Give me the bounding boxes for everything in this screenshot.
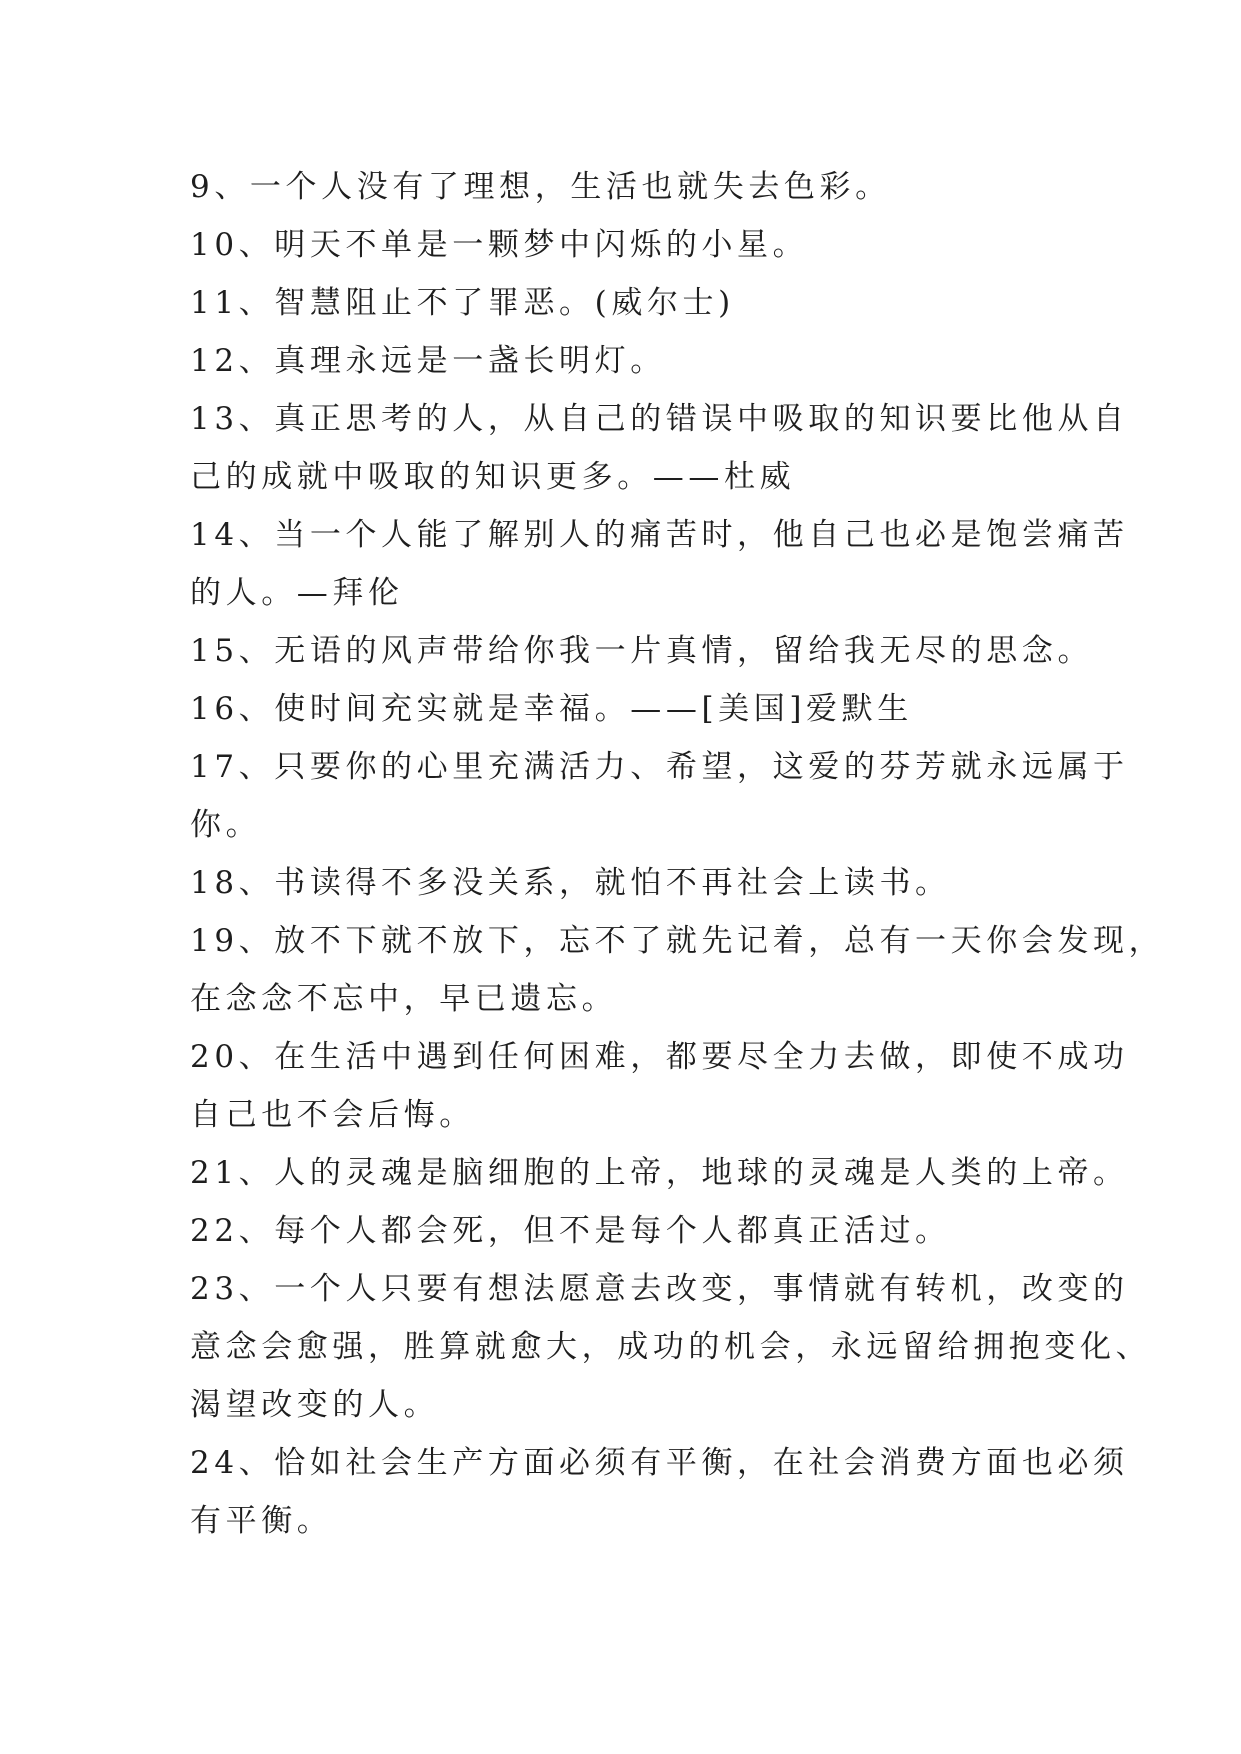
text-line: 意念会愈强，胜算就愈大，成功的机会，永远留给拥抱变化、 [190, 1329, 1152, 1365]
text-line: 17、只要你的心里充满活力、希望，这爱的芬芳就永远属于 [190, 749, 1129, 785]
text-line: 15、无语的风声带给你我一片真情，留给我无尽的思念。 [190, 633, 1094, 669]
text-line: 21、人的灵魂是脑细胞的上帝，地球的灵魂是人类的上帝。 [190, 1155, 1129, 1191]
text-line: 23、一个人只要有想法愿意去改变，事情就有转机，改变的 [190, 1271, 1129, 1307]
text-line: 20、在生活中遇到任何困难，都要尽全力去做，即使不成功 [190, 1039, 1129, 1075]
document-body [190, 158, 1165, 1550]
text-line: 有平衡。 [190, 1503, 333, 1539]
text-line: 14、当一个人能了解别人的痛苦时，他自己也必是饱尝痛苦 [190, 517, 1129, 553]
text-line: 16、使时间充实就是幸福。——[美国]爱默生 [190, 691, 913, 727]
text-line: 13、真正思考的人，从自己的错误中吸取的知识要比他从自 [190, 401, 1129, 437]
text-line: 12、真理永远是一盏长明灯。 [190, 343, 666, 379]
text-line: 的人。—拜伦 [190, 575, 404, 611]
text-line: 你。 [190, 807, 262, 843]
text-line: 己的成就中吸取的知识更多。——杜威 [190, 459, 796, 495]
text-line: 10、明天不单是一颗梦中闪烁的小星。 [190, 227, 809, 263]
text-line: 渴望改变的人。 [190, 1387, 440, 1423]
text-line: 19、放不下就不放下，忘不了就先记着，总有一天你会发现， [190, 923, 1165, 959]
text-line: 在念念不忘中，早已遗忘。 [190, 981, 618, 1017]
text-line: 18、书读得不多没关系，就怕不再社会上读书。 [190, 865, 951, 901]
text-line: 自己也不会后悔。 [190, 1097, 475, 1133]
text-line: 22、每个人都会死，但不是每个人都真正活过。 [190, 1213, 951, 1249]
text-line: 11、智慧阻止不了罪恶。(威尔士) [190, 285, 735, 321]
text-line: 24、恰如社会生产方面必须有平衡，在社会消费方面也必须 [190, 1445, 1129, 1481]
text-line: 9、一个人没有了理想，生活也就失去色彩。 [190, 169, 891, 205]
